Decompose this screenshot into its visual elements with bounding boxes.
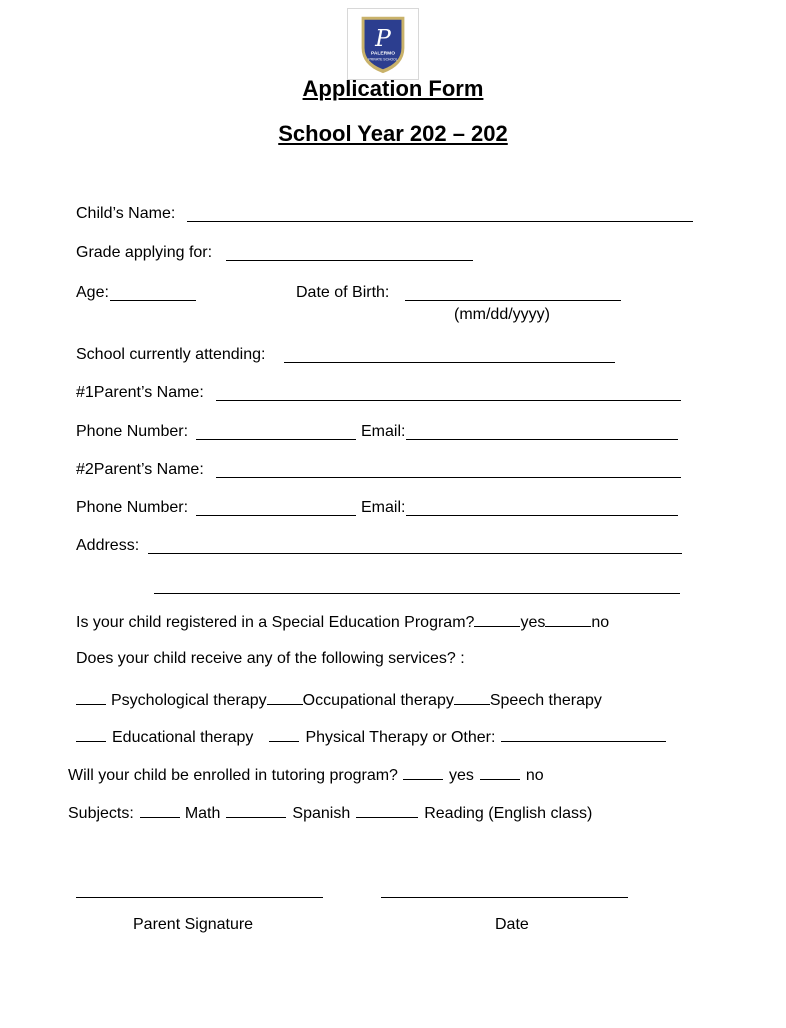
special-ed-question: Is your child registered in a Special Education Program? bbox=[76, 614, 475, 631]
special-ed-row bbox=[76, 610, 696, 632]
age-field[interactable] bbox=[110, 300, 196, 301]
phone1-field[interactable] bbox=[196, 439, 356, 440]
other-field[interactable] bbox=[501, 725, 666, 742]
grade-row bbox=[76, 242, 476, 264]
shield-icon bbox=[348, 9, 418, 79]
psych-field[interactable] bbox=[76, 688, 106, 705]
parent2-row bbox=[76, 459, 696, 481]
subjects-label: Subjects: bbox=[68, 805, 134, 822]
tutoring-yes-label: yes bbox=[448, 767, 474, 784]
occupational-field[interactable] bbox=[267, 688, 303, 705]
school-year-title: School Year 202 – 202 bbox=[278, 121, 508, 146]
dob-label: Date of Birth: bbox=[296, 284, 390, 301]
child-name-label: Child’s Name: bbox=[76, 205, 176, 222]
reading-field[interactable] bbox=[356, 801, 418, 818]
parent-signature-field[interactable] bbox=[76, 897, 323, 898]
tutoring-row bbox=[68, 763, 688, 785]
parent2-label: #2Parent’s Name: bbox=[76, 461, 204, 478]
logo-text: PALERMO bbox=[371, 51, 395, 57]
tutoring-question: Will your child be enrolled in tutoring program? bbox=[68, 767, 398, 784]
email1-label: Email: bbox=[361, 423, 406, 440]
parent1-label: #1Parent’s Name: bbox=[76, 384, 204, 401]
services-row-2 bbox=[76, 725, 696, 747]
school-field[interactable] bbox=[284, 362, 615, 363]
tutoring-no-field[interactable] bbox=[480, 763, 520, 780]
parent1-field[interactable] bbox=[216, 400, 681, 401]
special-ed-yes-field[interactable] bbox=[474, 610, 520, 627]
grade-label: Grade applying for: bbox=[76, 244, 213, 261]
logo-initial: P bbox=[375, 23, 391, 52]
address-row bbox=[76, 535, 696, 557]
physical-label: Physical Therapy or Other: bbox=[305, 729, 496, 746]
form-title: Application Form bbox=[302, 76, 484, 101]
school-logo bbox=[347, 8, 419, 80]
dob-field[interactable] bbox=[405, 300, 621, 301]
physical-field[interactable] bbox=[269, 725, 299, 742]
phone2-label: Phone Number: bbox=[76, 499, 189, 516]
tutoring-yes-field[interactable] bbox=[403, 763, 443, 780]
spanish-field[interactable] bbox=[226, 801, 286, 818]
educational-label: Educational therapy bbox=[112, 729, 254, 746]
signature-date-field[interactable] bbox=[381, 897, 628, 898]
age-dob-row bbox=[76, 282, 636, 304]
special-ed-yes-label: yes bbox=[520, 614, 546, 631]
parent-signature-label: Parent Signature bbox=[133, 916, 254, 933]
subjects-row bbox=[68, 801, 688, 823]
reading-label: Reading (English class) bbox=[424, 805, 593, 822]
signature-date-label: Date bbox=[495, 916, 529, 933]
address-field-line2[interactable] bbox=[154, 593, 680, 594]
spanish-label: Spanish bbox=[292, 805, 351, 822]
child-name-row bbox=[76, 203, 696, 225]
phone2-field[interactable] bbox=[196, 515, 356, 516]
child-name-field[interactable] bbox=[187, 221, 693, 222]
email2-field[interactable] bbox=[406, 515, 678, 516]
special-ed-no-field[interactable] bbox=[545, 610, 591, 627]
email2-label: Email: bbox=[361, 499, 406, 516]
speech-field[interactable] bbox=[454, 688, 490, 705]
services-row-1 bbox=[76, 688, 696, 710]
phone1-label: Phone Number: bbox=[76, 423, 189, 440]
dob-hint: (mm/dd/yyyy) bbox=[454, 306, 550, 323]
special-ed-no-label: no bbox=[591, 614, 610, 631]
educational-field[interactable] bbox=[76, 725, 106, 742]
address-label: Address: bbox=[76, 537, 140, 554]
parent1-row bbox=[76, 382, 696, 404]
school-label: School currently attending: bbox=[76, 346, 266, 363]
psych-label: Psychological therapy bbox=[111, 692, 267, 709]
occupational-label: Occupational therapy bbox=[302, 692, 454, 709]
contact2-row bbox=[76, 497, 696, 519]
math-field[interactable] bbox=[140, 801, 180, 818]
contact1-row bbox=[76, 421, 696, 443]
math-label: Math bbox=[184, 805, 221, 822]
age-label: Age: bbox=[76, 284, 109, 301]
address-field-line1[interactable] bbox=[148, 553, 682, 554]
logo-subtext: PRIVATE SCHOOL bbox=[368, 57, 398, 62]
email1-field[interactable] bbox=[406, 439, 678, 440]
grade-field[interactable] bbox=[226, 260, 473, 261]
speech-label: Speech therapy bbox=[489, 692, 602, 709]
tutoring-no-label: no bbox=[525, 767, 544, 784]
school-row bbox=[76, 344, 636, 366]
parent2-field[interactable] bbox=[216, 477, 681, 478]
services-question: Does your child receive any of the following services? : bbox=[76, 650, 465, 667]
